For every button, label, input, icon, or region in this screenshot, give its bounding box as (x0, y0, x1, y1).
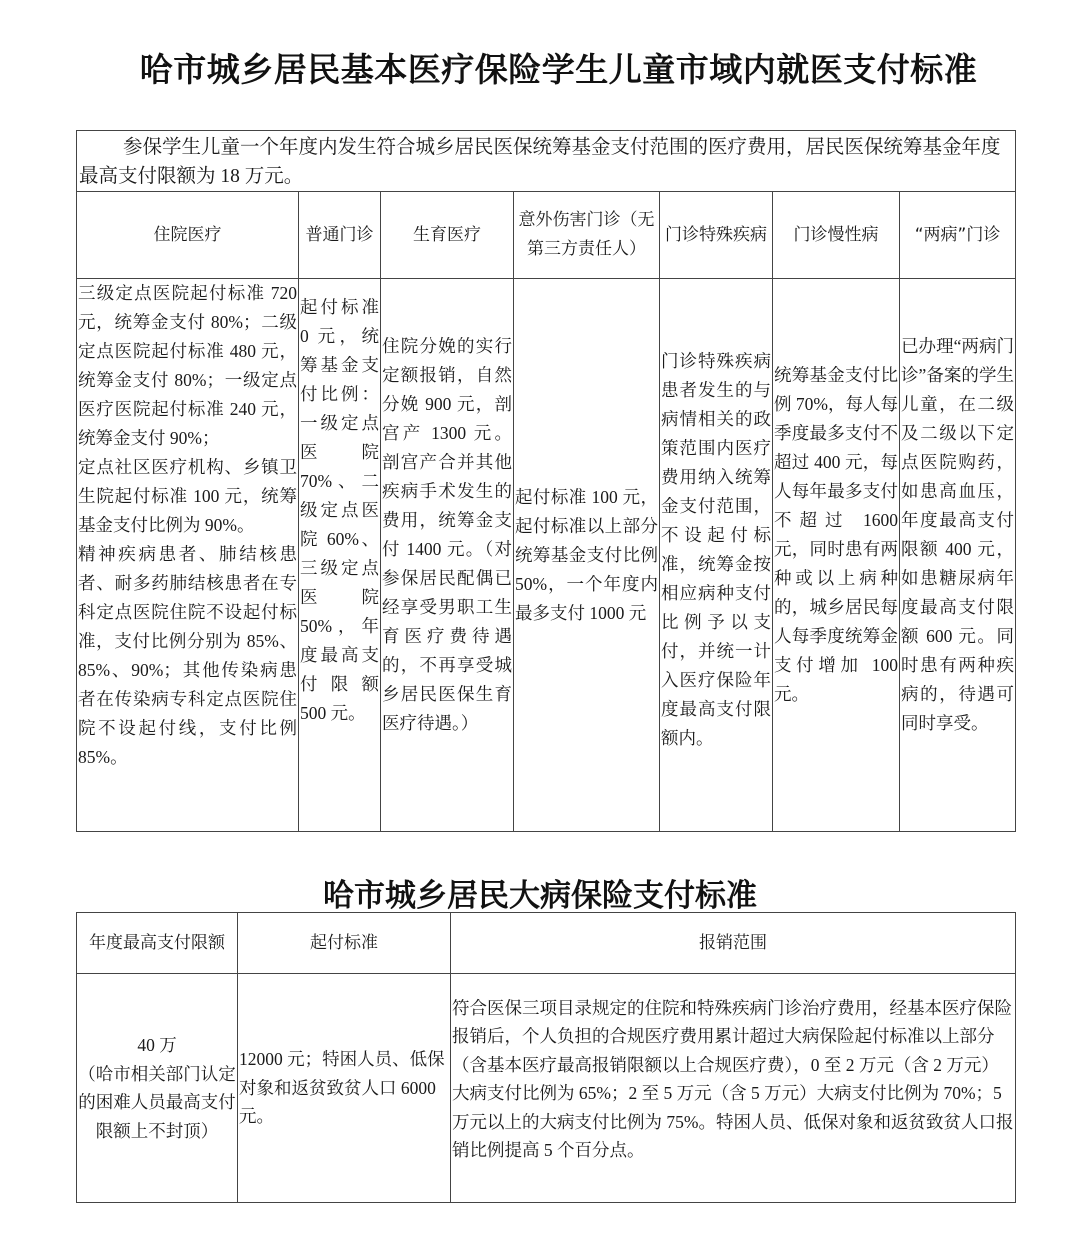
cell-general-outpatient: 起付标准 0 元，统筹基金支付比例：一级定点医院 70%、二级定点医院 60%、三级定点医院 50%，年度最高支付限额 500 元。 (300, 296, 379, 723)
table-header-row (77, 913, 1016, 974)
header-special-disease: 门诊特殊疾病 (660, 192, 773, 279)
cell-reimbursement-scope: 符合医保三项目录规定的住院和特殊疾病门诊治疗费用，经基本医疗保险报销后，个人负担的合规医疗费用累计超过大病保险起付标准以上部分（含基本医疗最高报销限额以上合规医疗费），0 至 2 万元（含 2 万元）大病支付比例为 65%；2 至 5 万元（含 5 万元）大病支付比例为 70%；5 万元以上的大病支付比例为 75%。特困人员、低保对象和返贫致贫人口报销比例提高 5 个百分点。 (452, 997, 1014, 1160)
header-reimbursement-scope: 报销范围 (451, 913, 1016, 974)
table-intro (77, 131, 1016, 192)
cell-two-diseases: 已办理“两病门诊”备案的学生儿童，在二级及二级以下定点医院购药，如患高血压，年度最高支付限额 400 元，如患糖尿病年度最高支付限额 600 元。同时患有两种疾病的，待遇可同时享受。 (901, 336, 1015, 733)
cell-annual-limit: 40 万 （哈市相关部门认定的困难人员最高支付限额上不封顶） (78, 1035, 236, 1141)
cell-maternity: 住院分娩的实行定额报销，自然分娩 900 元，剖宫产 1300 元。剖宫产合并其他疾病手术发生的费用，统筹金支付 1400 元。（对参保居民配偶已经享受男职工生育医疗费待遇的，不再享受城乡居民医保生育医疗待遇。） (382, 336, 512, 733)
header-accident-outpatient: 意外伤害门诊（无第三方责任人） (514, 192, 660, 279)
header-general-outpatient: 普通门诊 (299, 192, 381, 279)
header-deductible: 起付标准 (238, 913, 451, 974)
student-payment-standard-table (76, 130, 1016, 832)
table-header-row (77, 192, 1016, 279)
table-row (77, 279, 1016, 832)
cell-inpatient: 三级定点医院起付标准 720 元，统筹金支付 80%；二级定点医院起付标准 480 元，统筹金支付 80%；一级定点医疗医院起付标准 240 元，统筹金支付 90%； 定点社区医疗机构、乡镇卫生院起付标准 100 元，统筹基金支付比例为 90%。 精神疾病患者、肺结核患者、耐多药肺结核患者在专科定点医院住院不设起付标准，支付比例分别为 85%、85%、90%；其他传染病患者在传染病专科定点医院住院不设起付线，支付比例 85%。 (78, 283, 297, 767)
header-inpatient: 住院医疗 (77, 192, 299, 279)
header-annual-limit: 年度最高支付限额 (77, 913, 238, 974)
cell-deductible: 12000 元；特困人员、低保对象和返贫致贫人口 6000 元。 (239, 1049, 445, 1127)
header-two-diseases: “两病”门诊 (900, 192, 1016, 279)
cell-chronic-disease: 统筹基金支付比例 70%，每人每季度最多支付不超过 400 元，每人每年最多支付不超过 1600 元，同时患有两种或以上病种的，城乡居民每人每季度统筹金支付增加 100 元。 (774, 365, 898, 704)
section-title: 哈市城乡居民大病保险支付标准 (323, 878, 757, 914)
cell-accident-outpatient: 起付标准 100 元，起付标准以上部分统筹基金支付比例 50%，一个年度内最多支付 1000 元 (515, 486, 658, 623)
header-chronic-disease: 门诊慢性病 (773, 192, 900, 279)
cell-special-disease: 门诊特殊疾病患者发生的与病情相关的政策范围内医疗费用纳入统筹金支付范围，不设起付标准，统筹金按相应病种支付比例予以支付，并统一计入医疗保险年度最高支付限额内。 (661, 351, 771, 748)
critical-illness-table (76, 912, 1016, 1203)
table-row (77, 974, 1016, 1203)
intro-text: 参保学生儿童一个年度内发生符合城乡居民医保统筹基金支付范围的医疗费用，居民医保统筹基金年度最高支付限额为 18 万元。 (79, 137, 1001, 187)
page-title: 哈市城乡居民基本医疗保险学生儿童市域内就医支付标准 (139, 50, 978, 89)
header-maternity: 生育医疗 (381, 192, 514, 279)
